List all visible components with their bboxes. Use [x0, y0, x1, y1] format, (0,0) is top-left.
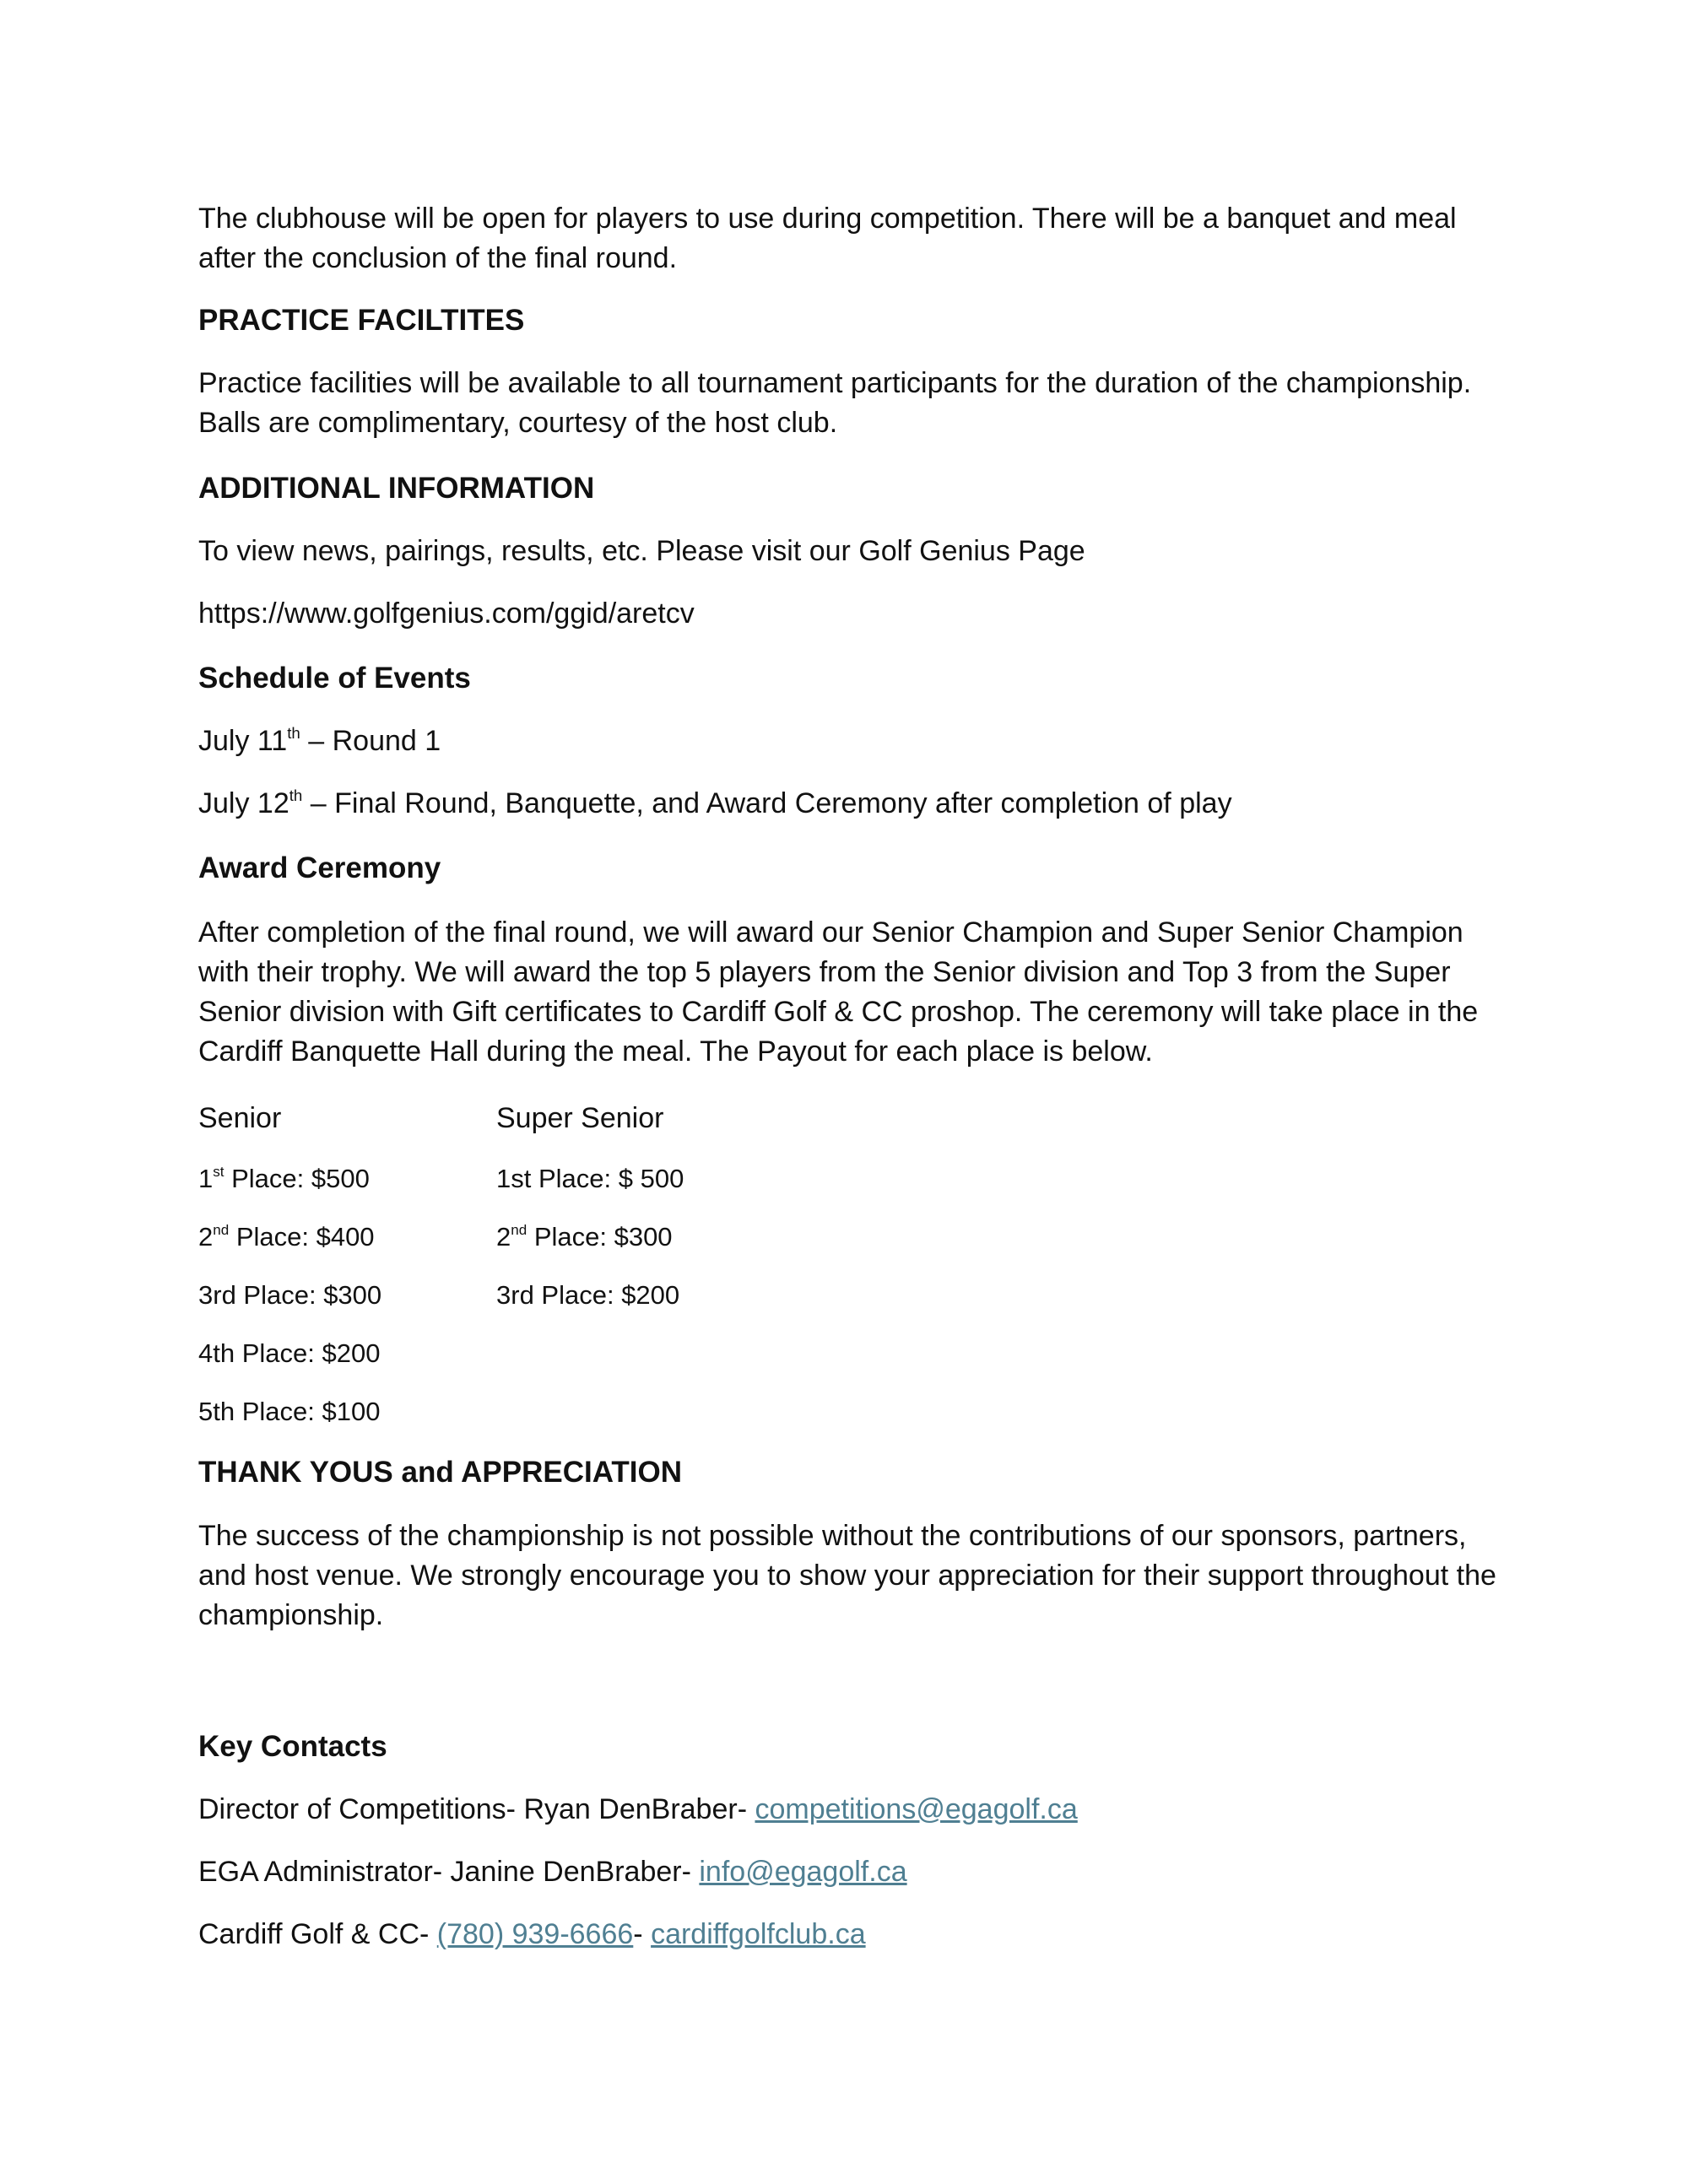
super-senior-column-title: Super Senior [496, 1102, 664, 1134]
cardiff-phone-link[interactable]: (780) 939-6666 [436, 1918, 634, 1950]
senior-payout-row: 3rd Place: $300 [198, 1280, 382, 1310]
contact-label: Director of Competitions- Ryan DenBraber- [198, 1793, 755, 1825]
date-suffix: th [287, 723, 300, 742]
date-suffix: th [289, 786, 303, 804]
award-ceremony-paragraph: After completion of the final round, we will award our Senior Champion and Super Senior Champion with their trophy. We will award the top 5 players from the Senior division and Top 3 from the Super Senior division with Gift certificates to Cardiff Golf & CC proshop. The ceremony will take place in the Cardiff Banquette Hall during the meal. The Payout for each place is below. [198, 916, 1479, 1068]
contact-label: EGA Administrator- Janine DenBraber- [198, 1856, 700, 1888]
senior-payout-row: 5th Place: $100 [198, 1397, 381, 1426]
award-ceremony-heading: Award Ceremony [198, 851, 441, 884]
admin-email-link[interactable]: info@egagolf.ca [699, 1856, 907, 1888]
practice-paragraph: Practice facilities will be available to all tournament participants for the duration of the championship. Balls are complimentary, courtesy of the host club. [198, 367, 1472, 439]
super-senior-payout-row: 3rd Place: $200 [496, 1280, 680, 1310]
golf-genius-url: https://www.golfgenius.com/ggid/aretcv [198, 597, 695, 630]
director-email-link[interactable]: competitions@egagolf.ca [755, 1793, 1078, 1825]
practice-heading: PRACTICE FACILTITES [198, 304, 525, 337]
super-senior-payout-row: 2nd Place: $300 [496, 1222, 673, 1251]
senior-column-title: Senior [198, 1102, 282, 1134]
additional-info-heading: ADDITIONAL INFORMATION [198, 472, 595, 505]
super-senior-payout-row: 1st Place: $ 500 [496, 1164, 684, 1193]
cardiff-website-link[interactable]: cardiffgolfclub.ca [651, 1918, 866, 1950]
clubhouse-paragraph: The clubhouse will be open for players to use during competition. There will be a banquet and meal after the conclusion of the final round. [198, 203, 1457, 274]
senior-payout-row: 1st Place: $500 [198, 1164, 370, 1193]
schedule-date: July 12 [198, 787, 289, 819]
golf-genius-paragraph: To view news, pairings, results, etc. Please visit our Golf Genius Page [198, 535, 1085, 567]
contact-label: Cardiff Golf & CC- [198, 1918, 437, 1950]
thanks-paragraph: The success of the championship is not possible without the contributions of our sponsors, partners, and host venue. We strongly encourage you to show your appreciation for their support throughout the championship. [198, 1520, 1496, 1631]
senior-payout-row: 4th Place: $200 [198, 1338, 381, 1368]
key-contacts-heading: Key Contacts [198, 1730, 387, 1763]
schedule-item-final [198, 784, 1515, 824]
schedule-item-round1 [198, 722, 1515, 761]
contact-cardiff [198, 1915, 1515, 1954]
thanks-heading: THANK YOUS and APPRECIATION [198, 1456, 683, 1489]
contact-admin [198, 1852, 1515, 1892]
schedule-date: July 11 [198, 725, 288, 757]
contact-director [198, 1790, 1515, 1830]
schedule-heading: Schedule of Events [198, 662, 471, 695]
schedule-desc: – Round 1 [300, 725, 441, 757]
schedule-desc: – Final Round, Banquette, and Award Ceremony after completion of play [302, 787, 1232, 819]
senior-payout-row: 2nd Place: $400 [198, 1222, 375, 1251]
contact-separator: - [633, 1918, 652, 1950]
